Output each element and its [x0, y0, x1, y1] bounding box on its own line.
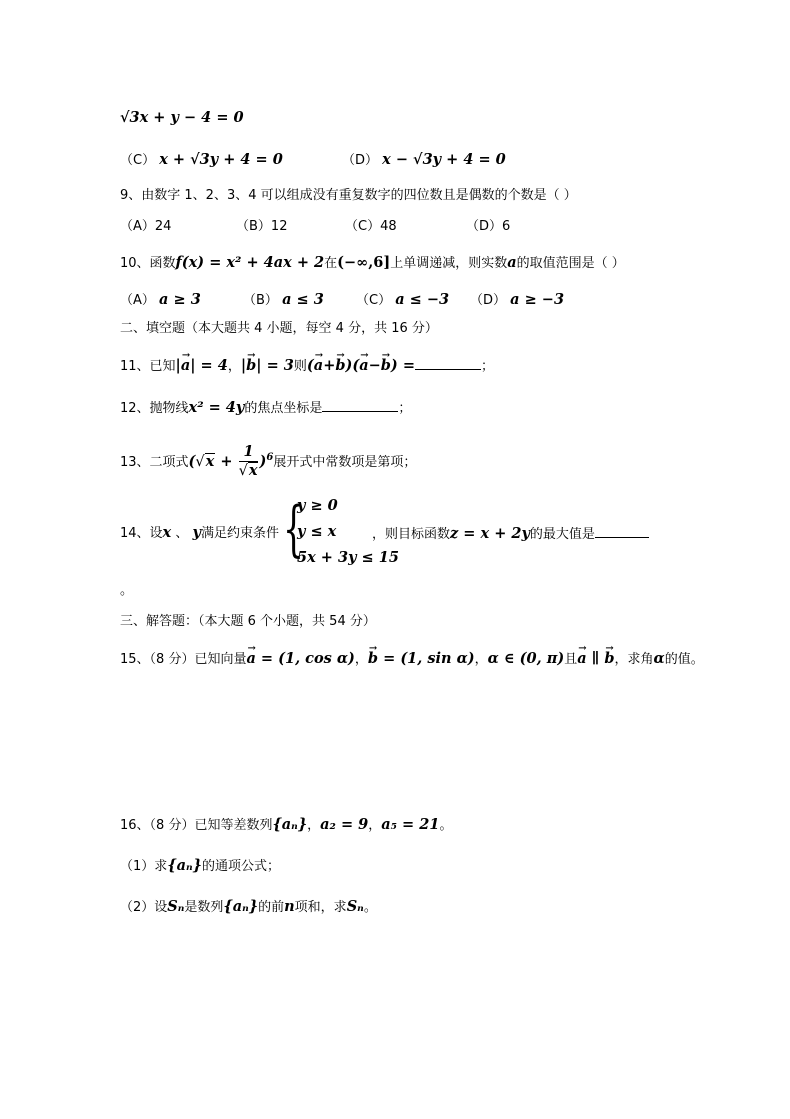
option-value: 24: [154, 219, 172, 234]
q14-var-x: x: [162, 524, 172, 541]
q11-answer-blank[interactable]: [415, 355, 481, 370]
q16-p2-mid: 是数列: [184, 900, 224, 915]
option-label: （C）: [120, 153, 156, 168]
q15-end: 的值。: [664, 652, 704, 667]
q15-condition: α ∈ (0, π): [487, 650, 565, 667]
q14-suffix: ，则目标函数: [372, 527, 451, 542]
q11-then: 则: [293, 359, 307, 374]
q16-a5: a₅ = 21: [381, 816, 440, 833]
q12-suffix: 的焦点坐标是: [244, 401, 323, 416]
option-value: a ≥ 3: [159, 291, 201, 308]
q16-a2: a₂ = 9: [320, 816, 369, 833]
q16-sequence: {aₙ}: [272, 816, 308, 833]
q8-option-c: [120, 150, 283, 171]
q14-mid: 满足约束条件: [200, 526, 279, 541]
option-label: （A）: [120, 293, 155, 308]
q16-comma: ，: [368, 818, 382, 833]
q14-answer-blank[interactable]: [595, 523, 649, 538]
q14-tail: 。: [120, 583, 134, 598]
q13-prefix: 13、二项式: [120, 454, 189, 470]
option-label: （D）: [342, 153, 379, 168]
q16-prefix: 16、（8 分）已知等差数列: [120, 818, 273, 833]
q11-expr: (→ a+→ b)(→ a−→ b) =: [307, 357, 415, 374]
q13-suffix: 展开式中常数项是第项；: [273, 454, 417, 470]
q12-expr: x² = 4y: [188, 399, 245, 416]
q16-end: 。: [439, 818, 453, 833]
q15-parallel: → a ∥ → b: [577, 650, 614, 667]
q10-mid: 在: [324, 256, 338, 271]
q11-comma: ，: [227, 359, 241, 374]
section-heading-solutions: 三、解答题：（本大题 6 个小题，共 54 分）: [120, 614, 376, 629]
q16-sn: Sₙ: [346, 898, 364, 915]
q10-suffix1: 上单调递减，则实数: [390, 256, 508, 271]
q11-text: [120, 355, 494, 377]
option-label: （C）: [356, 293, 392, 308]
q14-prefix: 14、设: [120, 526, 163, 541]
constraint-row: y ≤ x: [297, 523, 337, 540]
option-label: （C）: [345, 219, 381, 234]
q9-option-d: [466, 217, 510, 237]
q11-end: ；: [480, 359, 494, 374]
q11-norm-b: |→ b| = 3: [241, 357, 294, 374]
q8-tail-expr: √3x + y − 4 = 0: [120, 109, 244, 126]
q10-var: a: [507, 254, 517, 271]
q15-prefix: 15、（8 分）已知向量: [120, 652, 247, 667]
q10-option-a: [120, 290, 201, 311]
option-label: （D）: [466, 219, 503, 234]
q15-vector-a: → a = (1, cos α): [246, 650, 354, 667]
q8-option-d: [342, 150, 506, 171]
constraint-row: 5x + 3y ≤ 15: [297, 549, 399, 566]
q15-text: [120, 649, 704, 670]
option-value: a ≤ −3: [395, 291, 450, 308]
q10-interval: (−∞,6]: [337, 254, 391, 271]
q16-p1-prefix: （1）求: [120, 859, 168, 874]
q16-p1-suffix: 的通项公式；: [201, 859, 280, 874]
q16-sequence: {aₙ}: [167, 857, 202, 874]
q14-text: [120, 523, 279, 544]
q16-p2-mid2: 的前: [258, 900, 285, 915]
q13-text: [120, 436, 416, 485]
q14-var-y: y: [192, 524, 201, 541]
q10-option-d: [470, 290, 564, 311]
q9-option-c: [345, 217, 397, 237]
q10-function: f(x) = x² + 4ax + 2: [175, 254, 325, 271]
q15-comma: ，: [474, 652, 488, 667]
option-value: 6: [502, 219, 511, 234]
q11-norm-a: |→ a| = 4: [176, 357, 228, 374]
q10-option-c: [356, 290, 449, 311]
q10-suffix2: 的取值范围是（ ）: [516, 256, 625, 271]
q16-comma: ，: [307, 818, 321, 833]
q13-binomial: (√x + $\frac{1}{√x}$ )$^6$: [188, 443, 274, 480]
q8-option-tail: [120, 108, 244, 129]
q11-prefix: 11、已知: [120, 359, 176, 374]
option-value: 48: [380, 219, 397, 234]
option-expr: x − √3y + 4 = 0: [382, 151, 506, 168]
q9-text: 9、由数字 1、2、3、4 可以组成没有重复数字的四位数且是偶数的个数是（ ）: [120, 188, 577, 203]
q12-end: ；: [398, 401, 412, 416]
constraint-row: y ≥ 0: [297, 497, 338, 514]
q15-and: 且: [564, 652, 578, 667]
q16-text: [120, 815, 452, 836]
option-value: a ≥ −3: [510, 291, 565, 308]
q16-sequence: {aₙ}: [223, 898, 259, 915]
q16-n: n: [284, 898, 295, 915]
q16-p2-prefix: （2）设: [120, 900, 168, 915]
option-label: （B）: [236, 219, 271, 234]
q9-option-b: [236, 217, 287, 237]
option-label: （B）: [243, 293, 278, 308]
option-label: （A）: [120, 219, 155, 234]
q10-prefix: 10、函数: [120, 256, 176, 271]
q15-alpha: α: [653, 650, 665, 667]
q16-sn: Sₙ: [167, 898, 185, 915]
q12-text: [120, 397, 411, 419]
section-heading-fill-in: 二、填空题（本大题共 4 小题，每空 4 分，共 16 分）: [120, 321, 438, 336]
option-expr: x + √3y + 4 = 0: [159, 151, 283, 168]
q14-objective: z = x + 2y: [450, 525, 530, 542]
q14-objective-text: [372, 523, 649, 545]
q9-option-a: [120, 217, 171, 237]
q10-option-b: [243, 290, 324, 311]
q14-suffix2: 的最大值是: [529, 527, 595, 542]
q10-text: [120, 253, 625, 274]
q16-p2-mid3: 项和，求: [294, 900, 347, 915]
q12-prefix: 12、抛物线: [120, 401, 189, 416]
q12-answer-blank[interactable]: [322, 397, 398, 412]
q14-sep: 、: [175, 526, 189, 541]
option-value: 12: [270, 219, 288, 234]
brace-icon: {: [283, 494, 305, 564]
q15-vector-b: → b = (1, sin α): [368, 650, 475, 667]
q16-part1: [120, 856, 280, 877]
q15-comma: ，: [354, 652, 368, 667]
option-value: a ≤ 3: [282, 291, 324, 308]
q16-p2-end: 。: [363, 900, 377, 915]
q15-suffix: ，求角: [614, 652, 654, 667]
q16-part2: [120, 897, 377, 918]
option-label: （D）: [470, 293, 507, 308]
